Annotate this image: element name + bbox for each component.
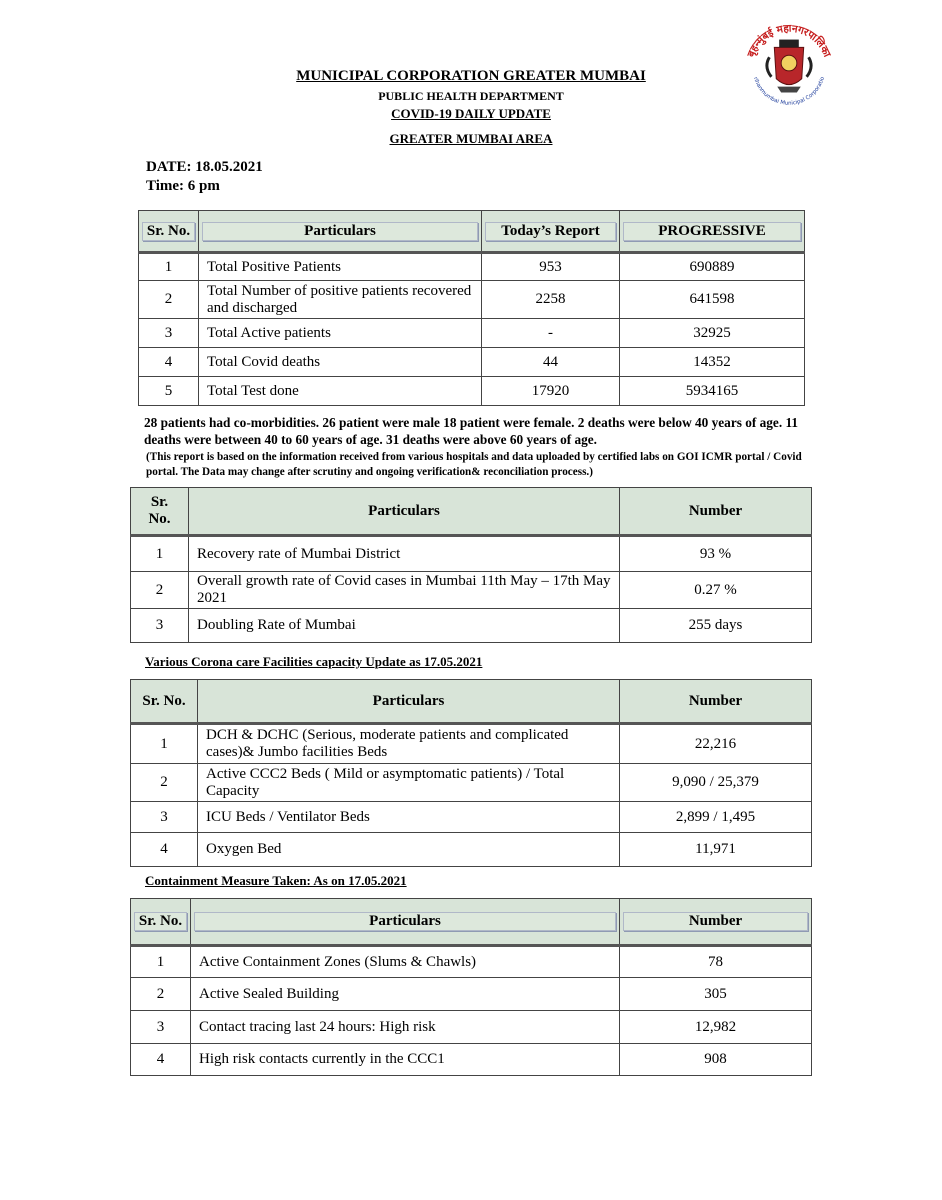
cell-progressive: 641598 bbox=[620, 281, 805, 319]
cell-particulars: Oxygen Bed bbox=[198, 833, 620, 867]
cell-particulars: Total Test done bbox=[199, 377, 482, 406]
table-row bbox=[139, 348, 805, 377]
report-date: DATE: 18.05.2021 bbox=[146, 159, 263, 175]
table-row bbox=[131, 978, 812, 1011]
cell-particulars: Overall growth rate of Covid cases in Mumbai 11th May – 17th May 2021 bbox=[189, 572, 620, 609]
cell-sr: 5 bbox=[139, 377, 199, 406]
cell-sr: 2 bbox=[139, 281, 199, 319]
cell-particulars: Doubling Rate of Mumbai bbox=[189, 609, 620, 643]
table-row bbox=[131, 536, 812, 572]
cell-sr: 4 bbox=[131, 833, 198, 867]
cell-progressive: 14352 bbox=[620, 348, 805, 377]
facilities-section-title: Various Corona care Facilities capacity Update as 17.05.2021 bbox=[145, 654, 483, 669]
cell-sr: 4 bbox=[131, 1044, 191, 1076]
report-date-time bbox=[146, 158, 263, 196]
table-row bbox=[131, 1011, 812, 1044]
cell-number: 2,899 / 1,495 bbox=[620, 802, 812, 833]
table-row bbox=[131, 572, 812, 609]
facilities-table bbox=[130, 679, 812, 867]
department-title: PUBLIC HEALTH DEPARTMENT bbox=[378, 89, 564, 103]
cell-number: 93 % bbox=[620, 536, 812, 572]
bmc-logo bbox=[740, 18, 838, 116]
table-header-row bbox=[131, 488, 812, 536]
table-row bbox=[131, 833, 812, 867]
table-header-row bbox=[131, 680, 812, 724]
cell-sr: 3 bbox=[131, 609, 189, 643]
table-row bbox=[131, 1044, 812, 1076]
cell-today: 44 bbox=[482, 348, 620, 377]
cell-sr: 1 bbox=[131, 724, 198, 764]
table-row bbox=[131, 802, 812, 833]
cell-sr: 1 bbox=[139, 253, 199, 281]
org-title: MUNICIPAL CORPORATION GREATER MUMBAI bbox=[296, 68, 646, 84]
header-progressive: PROGRESSIVE bbox=[620, 211, 805, 253]
cell-sr: 3 bbox=[131, 1011, 191, 1044]
cell-number: 78 bbox=[620, 946, 812, 978]
table-row bbox=[139, 253, 805, 281]
cell-particulars: Total Active patients bbox=[199, 319, 482, 348]
table-row bbox=[139, 281, 805, 319]
cell-number: 305 bbox=[620, 978, 812, 1011]
containment-section-title: Containment Measure Taken: As on 17.05.2021 bbox=[145, 873, 407, 888]
cell-today: - bbox=[482, 319, 620, 348]
cell-particulars: Contact tracing last 24 hours: High risk bbox=[191, 1011, 620, 1044]
cell-today: 17920 bbox=[482, 377, 620, 406]
cell-particulars: Total Positive Patients bbox=[199, 253, 482, 281]
cell-particulars: DCH & DCHC (Serious, moderate patients and complicated cases)& Jumbo facilities Beds bbox=[198, 724, 620, 764]
cell-sr: 2 bbox=[131, 978, 191, 1011]
header-sr-no: Sr. No. bbox=[131, 899, 191, 946]
rates-table bbox=[130, 487, 812, 643]
header-number: Number bbox=[620, 680, 812, 724]
cell-number: 12,982 bbox=[620, 1011, 812, 1044]
header-particulars: Particulars bbox=[191, 899, 620, 946]
cell-particulars: Active Sealed Building bbox=[191, 978, 620, 1011]
cell-sr: 2 bbox=[131, 764, 198, 802]
cell-today: 2258 bbox=[482, 281, 620, 319]
header-sr-no: Sr. No. bbox=[131, 680, 198, 724]
table-header-row bbox=[131, 899, 812, 946]
cell-sr: 3 bbox=[139, 319, 199, 348]
table-header-row bbox=[139, 211, 805, 253]
cell-particulars: Recovery rate of Mumbai District bbox=[189, 536, 620, 572]
header-sr-no: Sr. No. bbox=[139, 211, 199, 253]
header-particulars: Particulars bbox=[199, 211, 482, 253]
cell-today: 953 bbox=[482, 253, 620, 281]
table-row bbox=[139, 319, 805, 348]
data-disclaimer: (This report is based on the information received from various hospitals and data uploaded by certified labs on GOI ICMR portal / Covid portal. The Data may change after scrutiny and ongoing verification& reconciliation process.) bbox=[146, 451, 802, 478]
cell-progressive: 5934165 bbox=[620, 377, 805, 406]
table-row bbox=[131, 764, 812, 802]
cell-number: 255 days bbox=[620, 609, 812, 643]
logo-text: बृहन्मुंबई महानगरपालिका bbox=[745, 22, 833, 59]
header-number: Number bbox=[620, 899, 812, 946]
cell-number: 9,090 / 25,379 bbox=[620, 764, 812, 802]
cell-sr: 3 bbox=[131, 802, 198, 833]
cell-sr: 4 bbox=[139, 348, 199, 377]
cell-sr: 2 bbox=[131, 572, 189, 609]
table-row bbox=[139, 377, 805, 406]
comorbidity-note: 28 patients had co-morbidities. 26 patient were male 18 patient were female. 2 deaths were below 40 years of age. 11 deaths were between 40 to 60 years of age. 31 deaths were above 60 years of age. bbox=[144, 415, 799, 447]
report-time: Time: 6 pm bbox=[146, 178, 220, 194]
cell-progressive: 690889 bbox=[620, 253, 805, 281]
cell-number: 0.27 % bbox=[620, 572, 812, 609]
header-number: Number bbox=[620, 488, 812, 536]
table-row bbox=[131, 609, 812, 643]
cell-sr: 1 bbox=[131, 946, 191, 978]
cell-number: 11,971 bbox=[620, 833, 812, 867]
header-sr-no: Sr. No. bbox=[131, 488, 189, 536]
cell-particulars: ICU Beds / Ventilator Beds bbox=[198, 802, 620, 833]
cell-number: 908 bbox=[620, 1044, 812, 1076]
table-row bbox=[131, 946, 812, 978]
cell-progressive: 32925 bbox=[620, 319, 805, 348]
cell-number: 22,216 bbox=[620, 724, 812, 764]
logo-subtext: rihanmumbai Municipal Corporatio bbox=[752, 76, 827, 107]
cell-particulars: Active CCC2 Beds ( Mild or asymptomatic patients) / Total Capacity bbox=[198, 764, 620, 802]
cell-particulars: Active Containment Zones (Slums & Chawls) bbox=[191, 946, 620, 978]
cell-particulars: High risk contacts currently in the CCC1 bbox=[191, 1044, 620, 1076]
containment-table bbox=[130, 898, 812, 1076]
cell-particulars: Total Covid deaths bbox=[199, 348, 482, 377]
header-todays-report: Today’s Report bbox=[482, 211, 620, 253]
report-title: COVID-19 DAILY UPDATE bbox=[391, 106, 551, 121]
table-row bbox=[131, 724, 812, 764]
header-particulars: Particulars bbox=[198, 680, 620, 724]
cell-particulars: Total Number of positive patients recovered and discharged bbox=[199, 281, 482, 319]
area-title: GREATER MUMBAI AREA bbox=[389, 131, 553, 146]
header-particulars: Particulars bbox=[189, 488, 620, 536]
cell-sr: 1 bbox=[131, 536, 189, 572]
daily-summary-table bbox=[138, 210, 805, 406]
